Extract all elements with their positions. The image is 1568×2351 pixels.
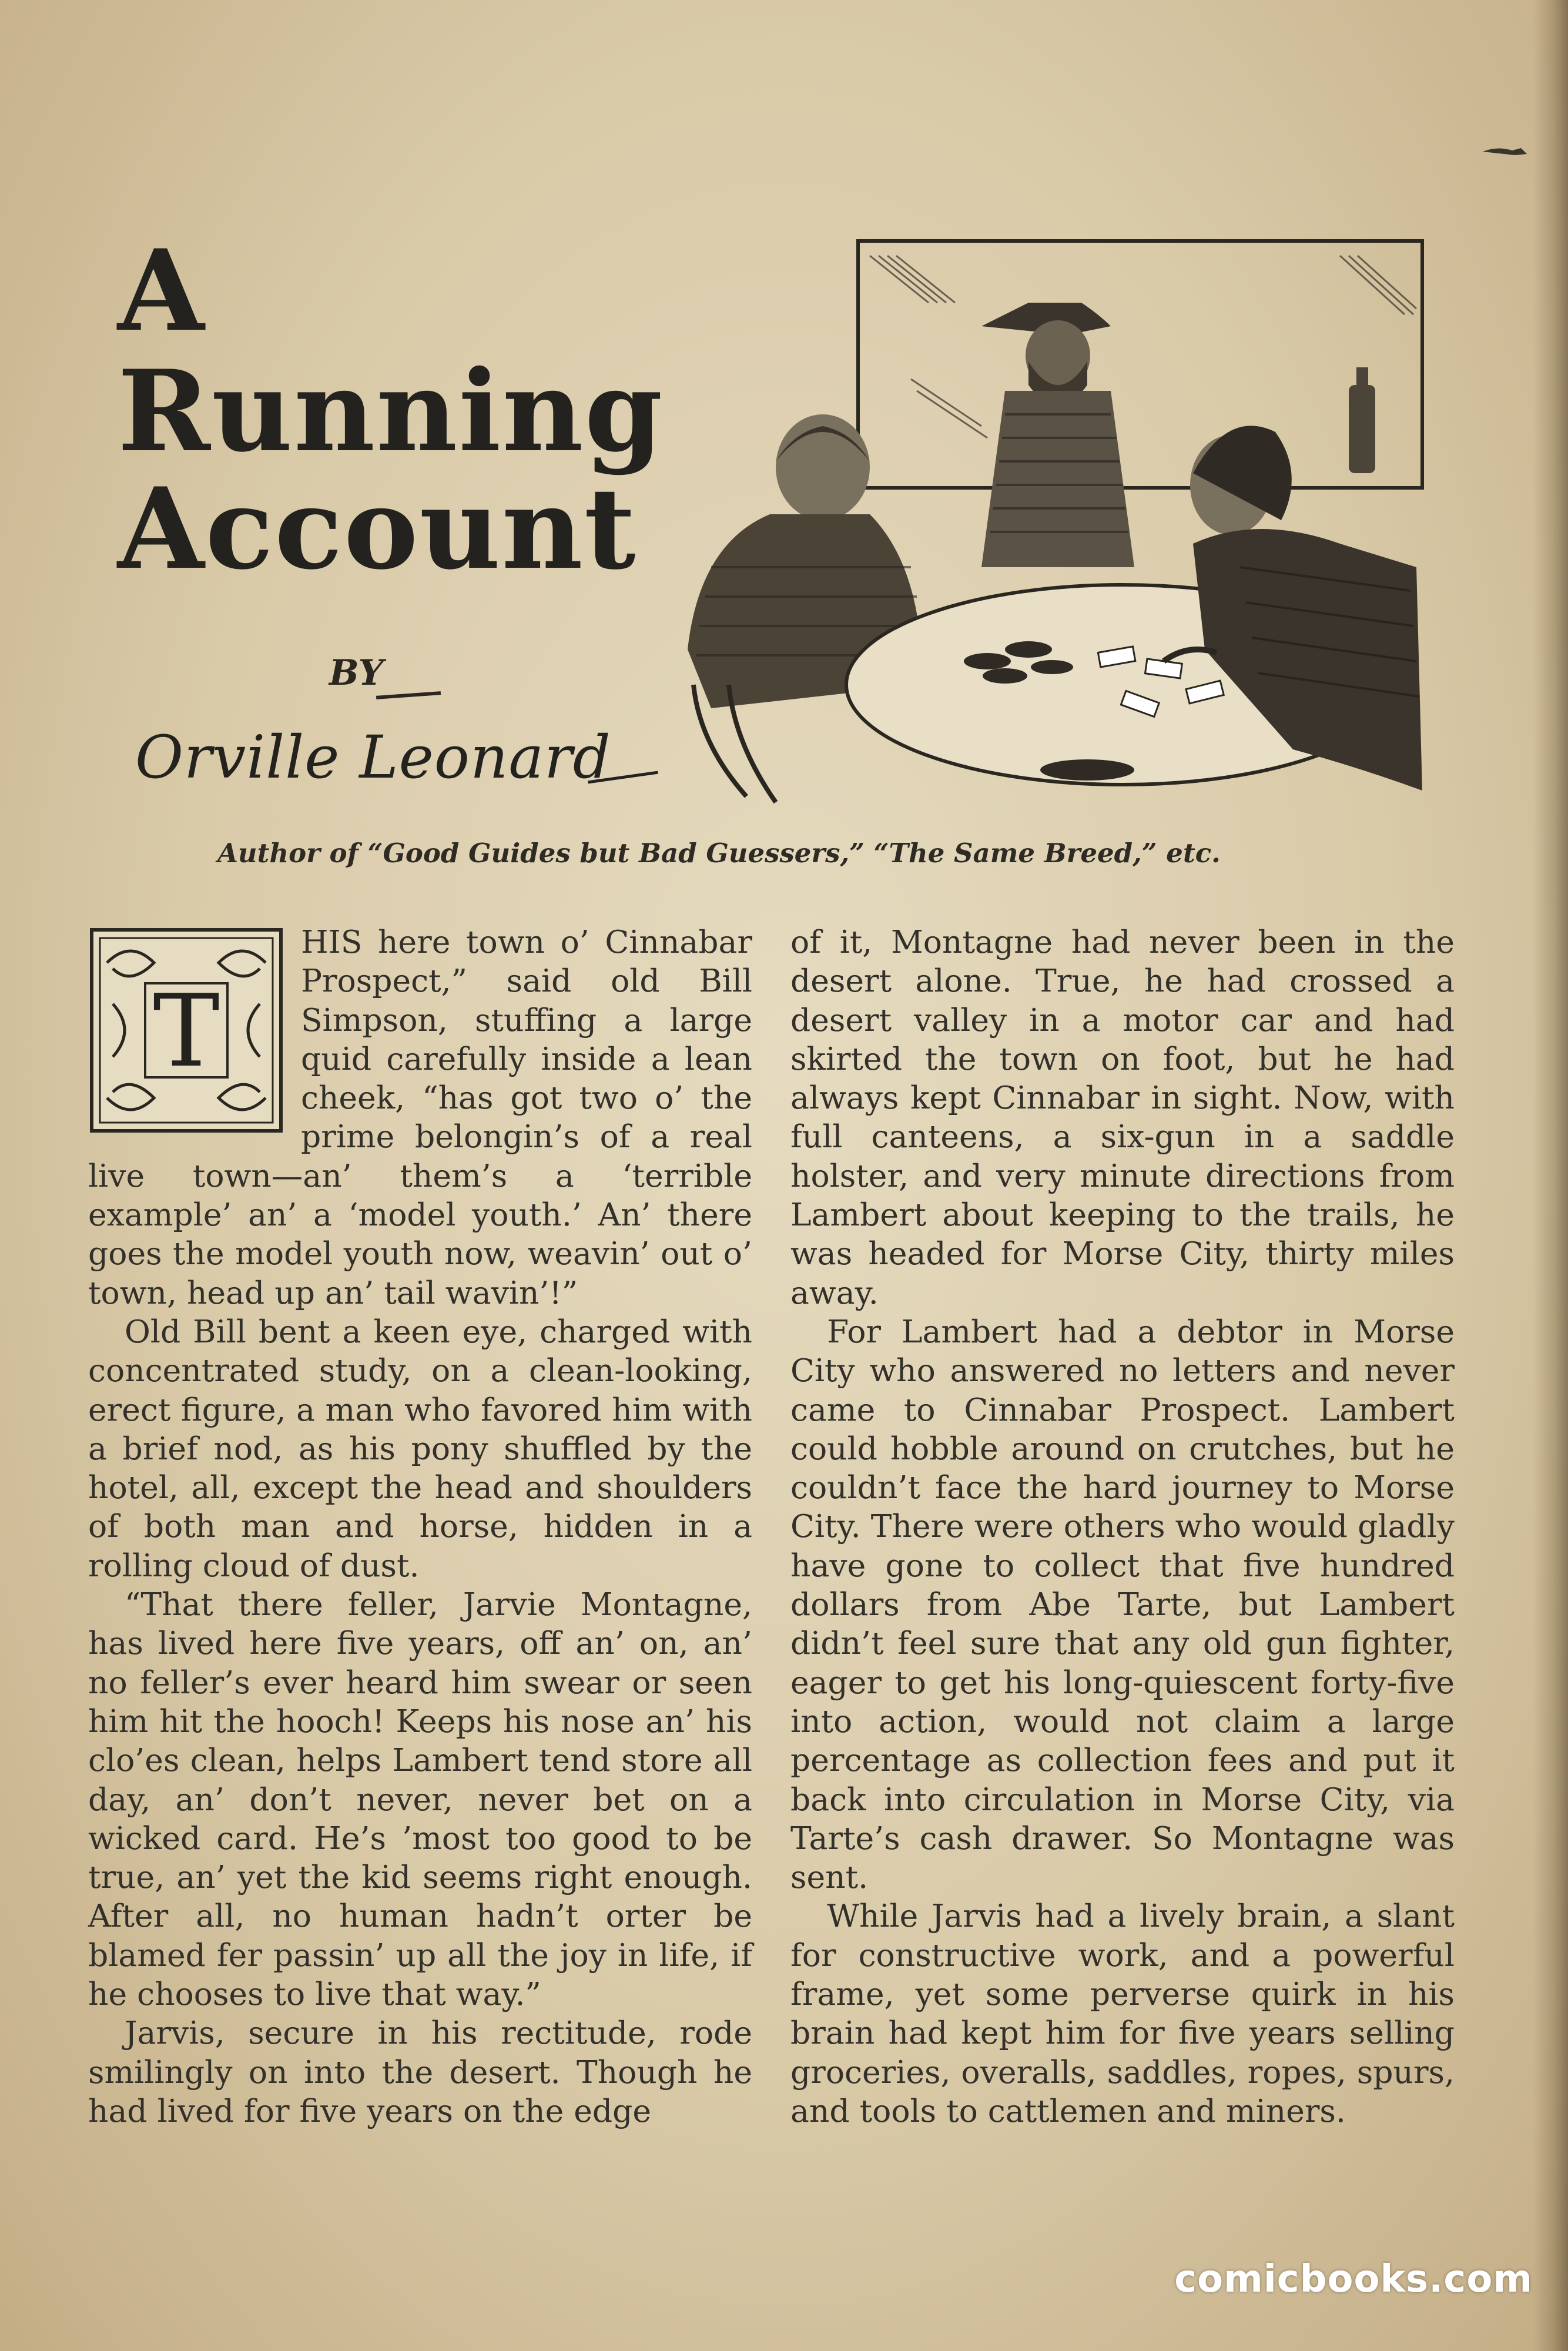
story-illustration bbox=[676, 238, 1434, 820]
author-name: Orville Leonard bbox=[135, 723, 611, 792]
title-line-2: Running bbox=[118, 346, 664, 477]
story-title bbox=[118, 225, 664, 594]
text-column-right bbox=[790, 923, 1455, 2131]
paragraph: of it, Montagne had never been in the desert alone. True, he had crossed a desert valley in a motor car and had skirted the town on foot, but he had always kept Cinnabar in sight. Now, with full canteens, a six-gun in a saddle holster, and very minute directions from Lambert about keeping to the trails, he was headed for Morse City, thirty miles away. bbox=[790, 923, 1455, 1311]
watermark: comicbooks.com bbox=[1174, 2258, 1533, 2301]
paragraph: “That there feller, Jarvie Montagne, has lived here five years, off an’ on, an’ no feller’s ever heard him swear or seen him hit the hooch! Keeps his nose an’ his clo’es clean, helps Lambert tend store all day, an’ don’t never, never bet on a wicked card. He’s ’most too good to be true, an’ yet the kid seems right enough. After all, no human hadn’t orter be blamed fer passin’ up all the joy in life, if he chooses to live that way.” bbox=[88, 1586, 752, 2013]
title-line-3: Account bbox=[118, 463, 637, 594]
byline-by: BY bbox=[329, 652, 384, 694]
title-line-1: A bbox=[118, 225, 205, 356]
paragraph: While Jarvis had a lively brain, a slant for constructive work, and a powerful frame, yet some perverse quirk in his brain had kept him for five years selling groceries, overalls, saddles, ropes, spurs, and tools to cattlemen and miners. bbox=[790, 1897, 1455, 2129]
author-credits: Author of “Good Guides but Bad Guessers,” “The Same Breed,” etc. bbox=[217, 838, 1221, 869]
decorative-dropcap bbox=[89, 927, 283, 1133]
text-column-left bbox=[88, 923, 752, 2131]
paragraph: Old Bill bent a keen eye, charged with concentrated study, on a clean-looking, erect figure, a man who favored him with a brief nod, as his pony shuffled by the hotel, all, except the head and shoulders of both man and horse, hidden in a rolling cloud of dust. bbox=[88, 1312, 752, 1584]
paragraph: Jarvis, secure in his rectitude, rode smilingly on into the desert. Though he had lived for five years on the edge bbox=[88, 2014, 752, 2129]
paragraph: For Lambert had a debtor in Morse City who answered no letters and never came to Cinnabar Prospect. Lambert could hobble around on crutches, but he couldn’t face the hard journey to Morse City. There were others who would gladly have gone to collect that five hundred dollars from Abe Tarte, but Lambert didn’t feel sure that any old gun fighter, eager to get his long-quiescent forty-five into action, would not claim a large percentage as collection fees and put it back into circulation in Morse City, via Tarte’s cash drawer. So Montagne was sent. bbox=[790, 1312, 1455, 1896]
byline-underline bbox=[376, 691, 441, 699]
dropcap-letter: T bbox=[153, 973, 220, 1090]
page-edge-shadow bbox=[1533, 0, 1568, 2351]
page-corner-mark bbox=[1480, 141, 1533, 159]
paragraph: HIS here town o’ Cinnabar Prospect,” said old Bill Simpson, stuffing a large quid carefully inside a lean cheek, “has got two o’ the prime belongin’s of a real live town—an’ them’s a ‘terrible example’ an’ a ‘model youth.’ An’ there goes the model youth now, weavin’ out o’ town, head up an’ tail wavin’!” bbox=[88, 923, 752, 1311]
